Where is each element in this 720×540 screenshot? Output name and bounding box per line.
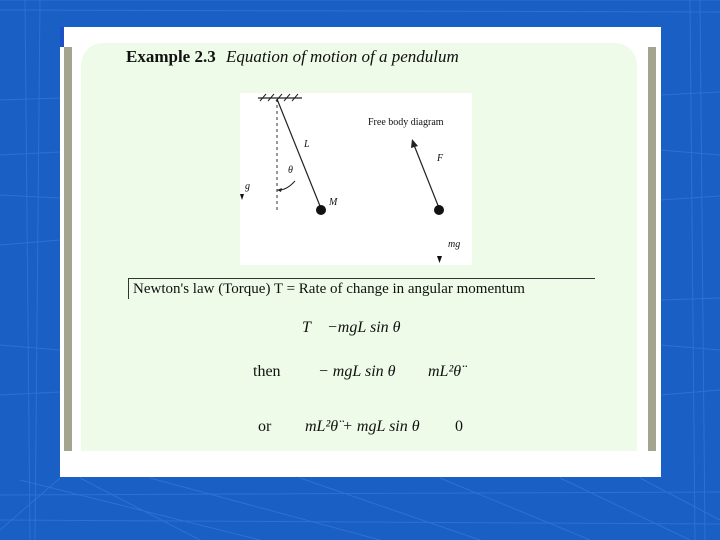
free-body-title: Free body diagram — [368, 117, 444, 128]
or-label: or — [258, 418, 272, 435]
left-border-bar — [64, 47, 72, 451]
length-label: L — [304, 139, 310, 150]
torque-symbol: T — [302, 319, 311, 336]
right-border-bar — [648, 47, 656, 451]
or-right-value: 0 — [455, 418, 463, 435]
then-label: then — [253, 363, 281, 380]
theta-label: θ — [288, 165, 293, 176]
mass-label: M — [329, 197, 338, 208]
then-right-expression: mL²θ̈ — [428, 363, 462, 380]
example-subtitle: Equation of motion of a pendulum — [225, 47, 459, 66]
example-number: Example 2.3 — [126, 47, 216, 66]
newtons-law-statement: Newton's law (Torque) T = Rate of change in angular momentum — [128, 278, 595, 299]
then-left-expression: − mgL sin θ — [318, 363, 396, 380]
pendulum-figure — [240, 93, 472, 265]
gravity-label: g — [245, 181, 250, 192]
weight-label: mg — [448, 239, 461, 250]
or-left-expression: mL²θ̈ + mgL sin θ — [305, 418, 420, 435]
force-label: F — [437, 153, 444, 164]
slide-title — [126, 47, 459, 67]
slide-corner-mark — [60, 27, 64, 47]
torque-expression: −mgL sin θ — [327, 319, 401, 336]
